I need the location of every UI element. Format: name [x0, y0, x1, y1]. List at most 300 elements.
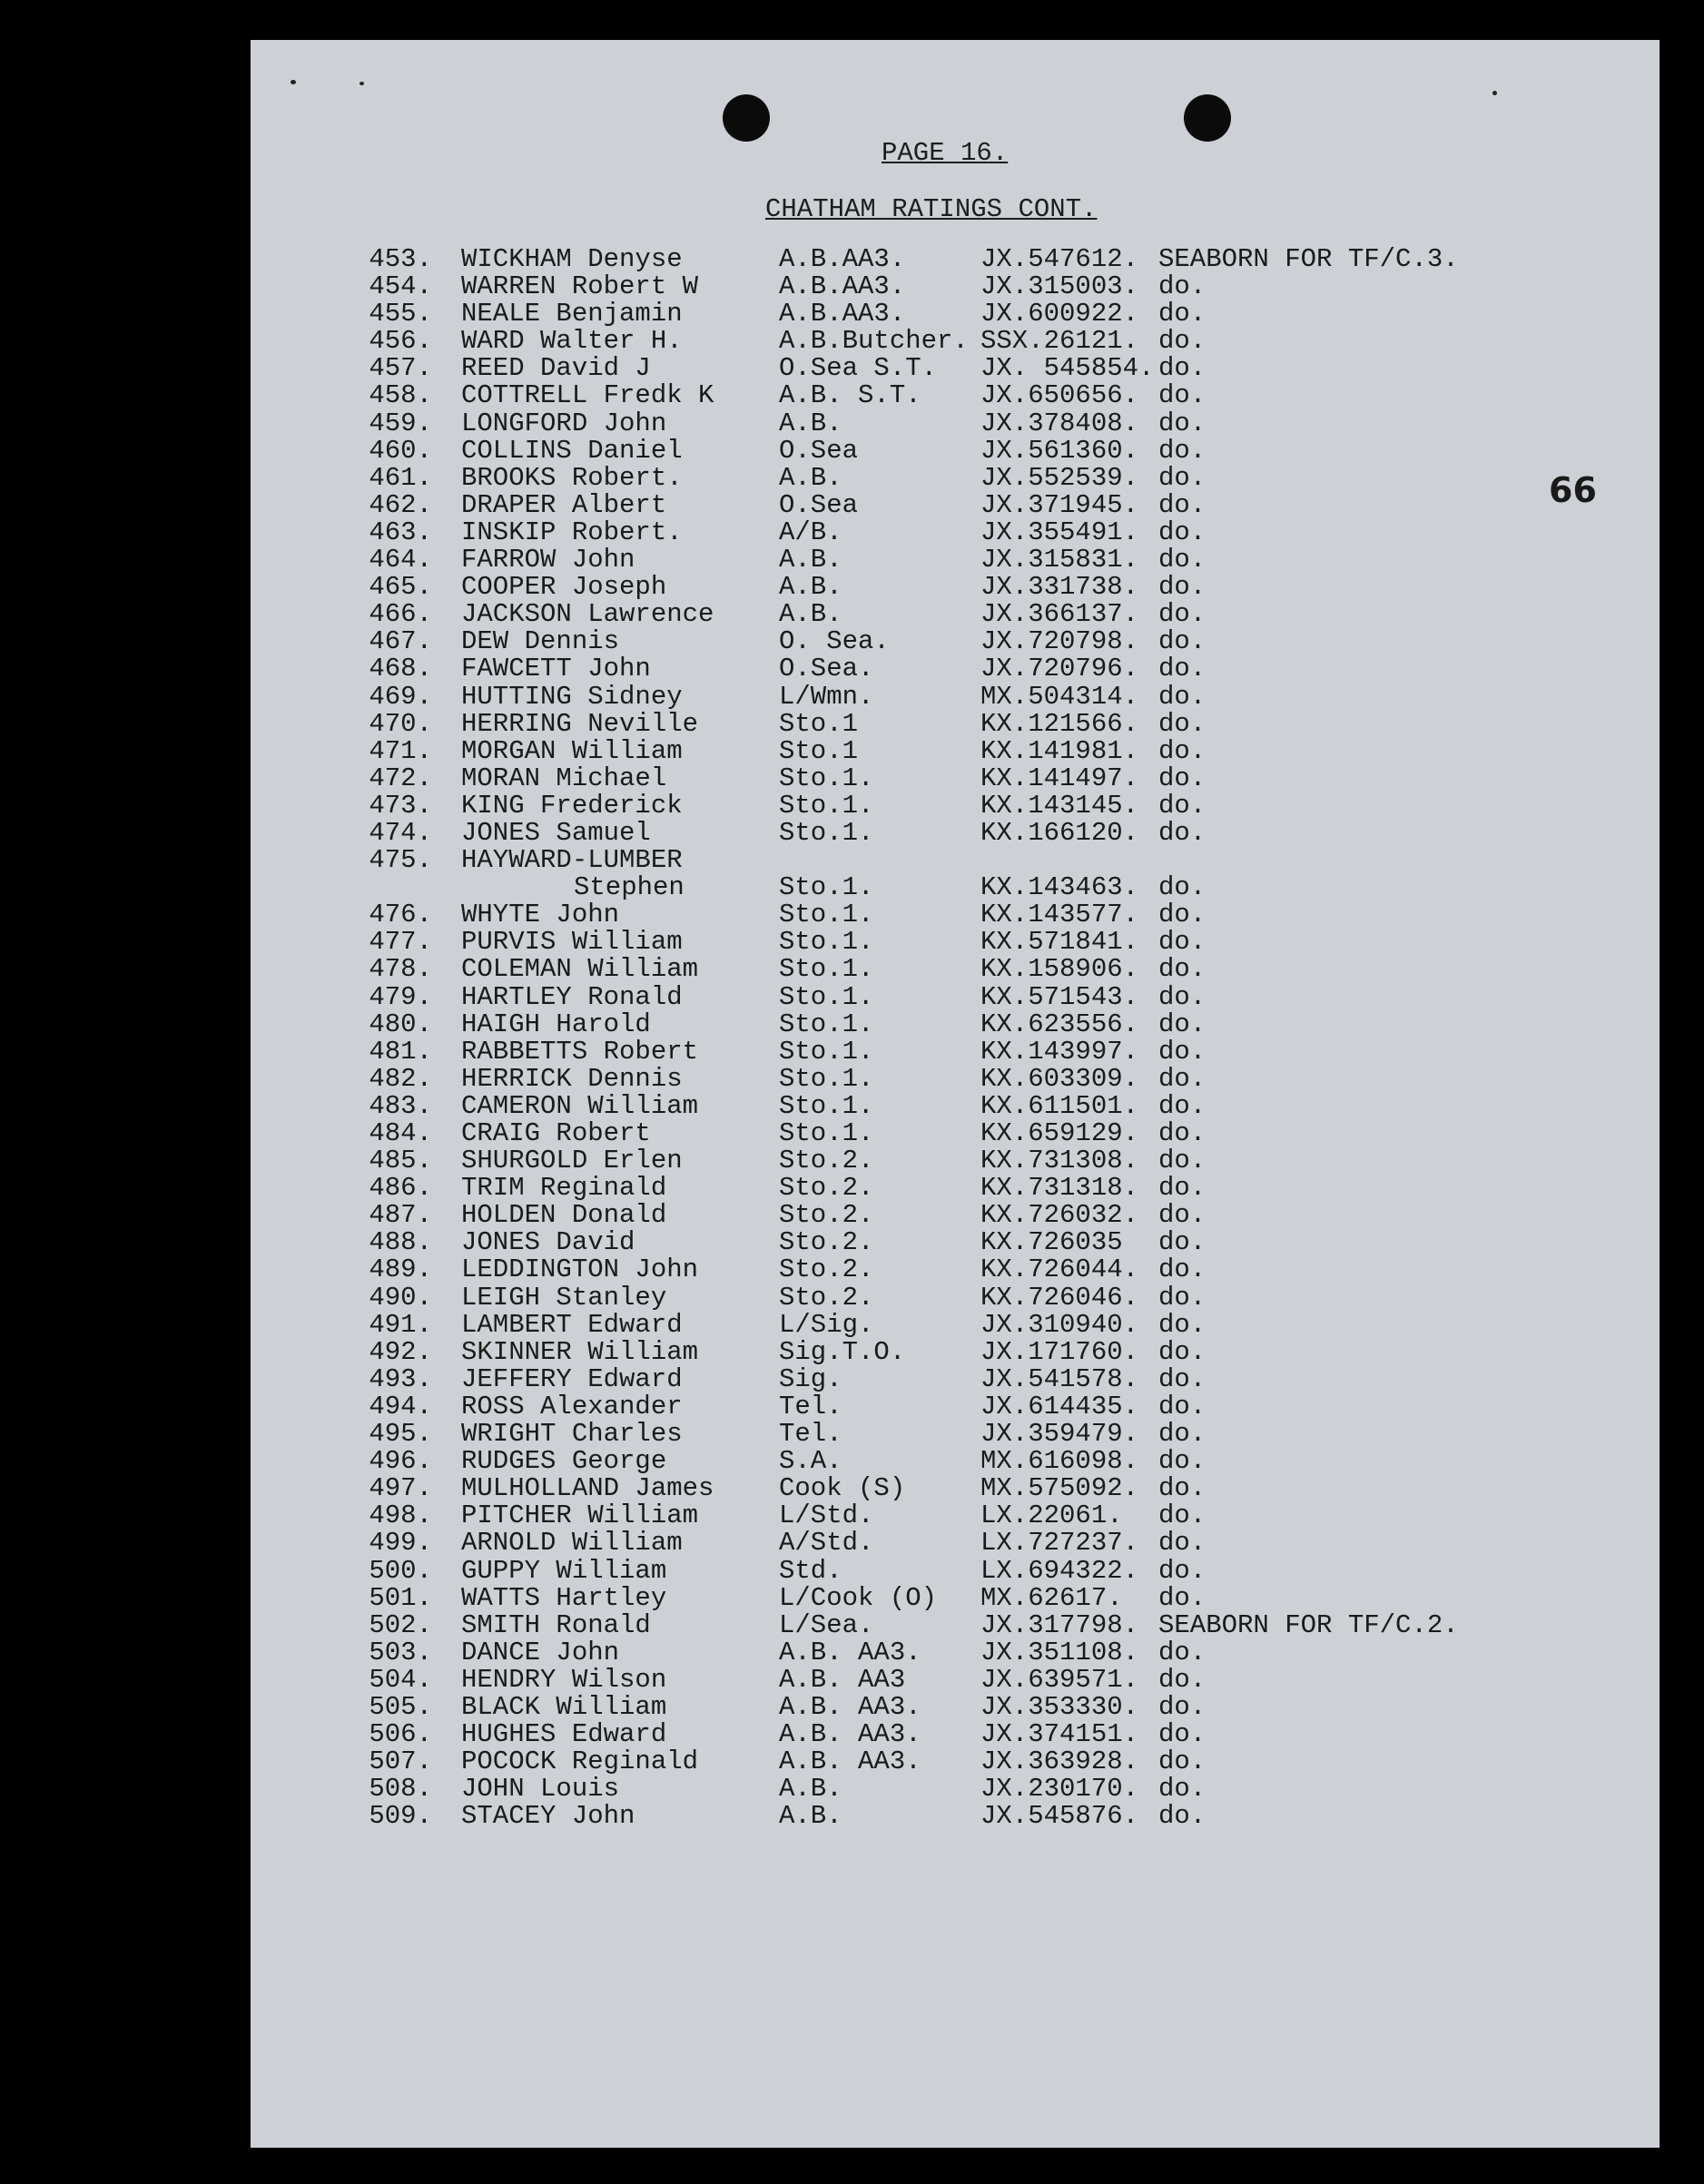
- rating-name: WATTS Hartley: [461, 1582, 667, 1613]
- remark: do.: [1158, 872, 1207, 903]
- official-number: JX.378408.: [980, 408, 1139, 438]
- official-number: MX.504314.: [980, 681, 1139, 712]
- rating-rank: Sto.1: [779, 708, 859, 739]
- entry-number: 487.: [369, 1200, 432, 1231]
- rating-name: FARROW John: [461, 545, 635, 576]
- official-number: JX.650656.: [980, 380, 1139, 411]
- rating-rank: Sto.2.: [779, 1254, 874, 1285]
- official-number: LX.22061.: [980, 1500, 1123, 1531]
- remark: do.: [1158, 1036, 1207, 1067]
- rating-rank: Sto.1.: [779, 790, 874, 821]
- list-item: [251, 735, 1660, 766]
- remark: do.: [1158, 1200, 1207, 1231]
- rating-rank: Sto.1.: [779, 1090, 874, 1121]
- remark: do.: [1158, 1500, 1207, 1531]
- list-item: [251, 929, 1660, 956]
- list-item: [251, 1582, 1660, 1613]
- rating-rank: A.B.AA3.: [779, 244, 906, 274]
- rating-rank: L/Cook (O): [779, 1582, 938, 1613]
- rating-name: POCOCK Reginald: [461, 1746, 699, 1777]
- rating-name: ARNOLD William: [461, 1528, 683, 1559]
- entry-number: 486.: [369, 1173, 432, 1204]
- rating-name: JOHN Louis: [461, 1774, 620, 1805]
- remark: do.: [1158, 708, 1207, 739]
- list-item: [251, 1256, 1660, 1284]
- rating-name: GUPPY William: [461, 1555, 667, 1586]
- official-number: KX.611501.: [980, 1090, 1139, 1121]
- rating-name: Stephen: [574, 872, 685, 903]
- official-number: KX.726046.: [980, 1282, 1139, 1313]
- official-number: MX.575092.: [980, 1473, 1139, 1504]
- rating-name: RUDGES George: [461, 1446, 667, 1477]
- entry-number: 466.: [369, 599, 432, 630]
- rating-name: TRIM Reginald: [461, 1173, 667, 1204]
- entry-number: 501.: [369, 1582, 432, 1613]
- remark: do.: [1158, 1637, 1207, 1668]
- official-number: KX.571543.: [980, 981, 1139, 1012]
- official-number: KX.731318.: [980, 1173, 1139, 1204]
- entry-number: 497.: [369, 1473, 432, 1504]
- rating-name: HUTTING Sidney: [461, 681, 683, 712]
- entry-number: 465.: [369, 572, 432, 603]
- remark: do.: [1158, 626, 1207, 657]
- list-item: [251, 1448, 1660, 1475]
- rating-name: COLEMAN William: [461, 954, 699, 985]
- rating-name: HERRING Neville: [461, 708, 699, 739]
- rating-name: COTTRELL Fredk K: [461, 380, 714, 411]
- official-number: JX.363928.: [980, 1746, 1139, 1777]
- entry-number: 472.: [369, 762, 432, 793]
- remark: do.: [1158, 1719, 1207, 1750]
- official-number: LX.694322.: [980, 1555, 1139, 1586]
- entry-number: 485.: [369, 1146, 432, 1176]
- entry-number: 484.: [369, 1118, 432, 1148]
- list-item: [251, 1421, 1660, 1448]
- rating-rank: O.Sea: [779, 489, 859, 520]
- official-number: KX.143145.: [980, 790, 1139, 821]
- list-item: [251, 628, 1660, 655]
- official-number: JX.310940.: [980, 1309, 1139, 1340]
- official-number: MX.62617.: [980, 1582, 1123, 1613]
- rating-name: LEDDINGTON John: [461, 1254, 699, 1285]
- list-item: [251, 1639, 1660, 1667]
- list-item: [251, 1502, 1660, 1530]
- entry-number: 477.: [369, 927, 432, 958]
- official-number: KX.143463.: [980, 872, 1139, 903]
- list-item: [251, 1309, 1660, 1340]
- ink-speck: [1492, 91, 1497, 95]
- rating-name: CAMERON William: [461, 1090, 699, 1121]
- remark: do.: [1158, 489, 1207, 520]
- rating-name: HUGHES Edward: [461, 1719, 667, 1750]
- remark: SEABORN FOR TF/C.3.: [1158, 244, 1459, 274]
- entry-number: 506.: [369, 1719, 432, 1750]
- list-item: [251, 817, 1660, 848]
- entry-number: 494.: [369, 1391, 432, 1422]
- entry-number: 474.: [369, 817, 432, 848]
- official-number: JX.720796.: [980, 654, 1139, 684]
- remark: do.: [1158, 1774, 1207, 1805]
- official-number: JX.351108.: [980, 1637, 1139, 1668]
- official-number: JX.547612.: [980, 244, 1139, 274]
- rating-rank: Sto.2.: [779, 1200, 874, 1231]
- list-item: [251, 1803, 1660, 1830]
- official-number: KX.141981.: [980, 735, 1139, 766]
- rating-rank: O.Sea: [779, 435, 859, 466]
- remark: do.: [1158, 817, 1207, 848]
- official-number: KX.143577.: [980, 900, 1139, 930]
- list-item: [251, 1748, 1660, 1776]
- entry-number: 482.: [369, 1063, 432, 1094]
- rating-rank: A/B.: [779, 516, 842, 547]
- list-item: [251, 246, 1660, 273]
- remark: do.: [1158, 1309, 1207, 1340]
- rating-rank: L/Sig.: [779, 1309, 874, 1340]
- official-number: SSX.26121.: [980, 326, 1139, 357]
- entry-number: 481.: [369, 1036, 432, 1067]
- list-item: [251, 1090, 1660, 1121]
- entry-number: 502.: [369, 1609, 432, 1640]
- entry-number: 493.: [369, 1363, 432, 1394]
- rating-name: SMITH Ronald: [461, 1609, 651, 1640]
- ink-speck: [360, 82, 364, 85]
- remark: do.: [1158, 408, 1207, 438]
- punch-hole-left: [723, 94, 770, 142]
- remark: do.: [1158, 1446, 1207, 1477]
- rating-name: KING Frederick: [461, 790, 683, 821]
- rating-name: FAWCETT John: [461, 654, 651, 684]
- list-item: [251, 1475, 1660, 1502]
- entry-number: 479.: [369, 981, 432, 1012]
- remark: do.: [1158, 954, 1207, 985]
- remark: do.: [1158, 545, 1207, 576]
- rating-name: MORGAN William: [461, 735, 683, 766]
- remark: do.: [1158, 1691, 1207, 1722]
- rating-rank: A.B.Butcher.: [779, 326, 969, 357]
- rating-name: PITCHER William: [461, 1500, 699, 1531]
- rating-rank: Sto.1.: [779, 927, 874, 958]
- entry-number: 500.: [369, 1555, 432, 1586]
- entry-number: 491.: [369, 1309, 432, 1340]
- entry-number: 504.: [369, 1664, 432, 1695]
- rating-name: BROOKS Robert.: [461, 462, 683, 493]
- list-item: [251, 1202, 1660, 1229]
- typed-document-page: [251, 40, 1660, 2148]
- official-number: JX.541578.: [980, 1363, 1139, 1394]
- list-item: [251, 601, 1660, 628]
- official-number: JX.317798.: [980, 1609, 1139, 1640]
- remark: do.: [1158, 681, 1207, 712]
- rating-name: SKINNER William: [461, 1336, 699, 1367]
- rating-name: NEALE Benjamin: [461, 299, 683, 330]
- official-number: JX. 545854.: [980, 353, 1155, 384]
- official-number: JX.366137.: [980, 599, 1139, 630]
- list-item: [251, 956, 1660, 983]
- entry-number: 490.: [369, 1282, 432, 1313]
- official-number: JX.230170.: [980, 1774, 1139, 1805]
- list-item: [251, 1284, 1660, 1312]
- list-item: [251, 410, 1660, 438]
- remark: do.: [1158, 1336, 1207, 1367]
- rating-rank: A.B.: [779, 545, 842, 576]
- rating-name: DEW Dennis: [461, 626, 620, 657]
- remark: do.: [1158, 1090, 1207, 1121]
- rating-rank: O.Sea.: [779, 654, 874, 684]
- rating-rank: Sto.1.: [779, 981, 874, 1012]
- list-item: [251, 516, 1660, 547]
- rating-name: SHURGOLD Erlen: [461, 1146, 683, 1176]
- remark: do.: [1158, 1801, 1207, 1832]
- rating-rank: L/Sea.: [779, 1609, 874, 1640]
- remark: do.: [1158, 1419, 1207, 1450]
- list-item: [251, 328, 1660, 355]
- rating-rank: Sig.: [779, 1363, 842, 1394]
- entry-number: 509.: [369, 1801, 432, 1832]
- rating-rank: A.B.: [779, 599, 842, 630]
- list-item: [251, 1147, 1660, 1175]
- rating-rank: A.B. AA3.: [779, 1691, 921, 1722]
- punch-hole-right: [1184, 94, 1231, 142]
- rating-rank: Cook (S): [779, 1473, 906, 1504]
- list-item: [251, 1363, 1660, 1394]
- list-item: [251, 1063, 1660, 1094]
- rating-name: JONES Samuel: [461, 817, 651, 848]
- rating-rank: Sto.1: [779, 735, 859, 766]
- rating-name: WICKHAM Denyse: [461, 244, 683, 274]
- remark: do.: [1158, 599, 1207, 630]
- rating-name: MULHOLLAND James: [461, 1473, 714, 1504]
- rating-name: RABBETTS Robert: [461, 1036, 699, 1067]
- entry-number: 471.: [369, 735, 432, 766]
- rating-rank: Sto.1.: [779, 900, 874, 930]
- list-item: [251, 1530, 1660, 1557]
- remark: do.: [1158, 1363, 1207, 1394]
- rating-name: HENDRY Wilson: [461, 1664, 667, 1695]
- list-item: [251, 382, 1660, 409]
- list-item: [251, 901, 1660, 929]
- rating-name: LONGFORD John: [461, 408, 667, 438]
- list-item: [251, 1609, 1660, 1640]
- rating-rank: Sto.1.: [779, 954, 874, 985]
- official-number: KX.726035: [980, 1227, 1123, 1258]
- list-item: [251, 1175, 1660, 1202]
- rating-name: WARD Walter H.: [461, 326, 683, 357]
- entry-number: 468.: [369, 654, 432, 684]
- list-item: [251, 1721, 1660, 1748]
- rating-rank: O.Sea S.T.: [779, 353, 938, 384]
- rating-rank: Std.: [779, 1555, 842, 1586]
- remark: do.: [1158, 1473, 1207, 1504]
- list-item: [251, 1229, 1660, 1256]
- entry-number: 498.: [369, 1500, 432, 1531]
- remark: do.: [1158, 435, 1207, 466]
- remark: do.: [1158, 1063, 1207, 1094]
- official-number: KX.731308.: [980, 1146, 1139, 1176]
- rating-name: MORAN Michael: [461, 762, 667, 793]
- entry-number: 456.: [369, 326, 432, 357]
- remark: do.: [1158, 654, 1207, 684]
- rating-rank: Sto.1.: [779, 872, 874, 903]
- entry-number: 483.: [369, 1090, 432, 1121]
- entry-number: 453.: [369, 244, 432, 274]
- rating-rank: Sto.2.: [779, 1146, 874, 1176]
- official-number: KX.571841.: [980, 927, 1139, 958]
- list-item: [251, 1120, 1660, 1147]
- entry-number: 454.: [369, 271, 432, 302]
- remark: do.: [1158, 1008, 1207, 1039]
- rating-rank: L/Std.: [779, 1500, 874, 1531]
- remark: do.: [1158, 326, 1207, 357]
- list-item: [251, 847, 1660, 874]
- list-item: [251, 1008, 1660, 1039]
- rating-name: JEFFERY Edward: [461, 1363, 683, 1394]
- rating-rank: Tel.: [779, 1391, 842, 1422]
- official-number: JX.552539.: [980, 462, 1139, 493]
- rating-name: STACEY John: [461, 1801, 635, 1832]
- official-number: JX.315003.: [980, 271, 1139, 302]
- rating-name: WRIGHT Charles: [461, 1419, 683, 1450]
- entry-number: 470.: [369, 708, 432, 739]
- official-number: KX.121566.: [980, 708, 1139, 739]
- official-number: MX.616098.: [980, 1446, 1139, 1477]
- official-number: KX.623556.: [980, 1008, 1139, 1039]
- list-item: [251, 762, 1660, 793]
- margin-folio-number: 66: [1549, 470, 1597, 510]
- official-number: JX.355491.: [980, 516, 1139, 547]
- official-number: JX.614435.: [980, 1391, 1139, 1422]
- official-number: JX.639571.: [980, 1664, 1139, 1695]
- remark: SEABORN FOR TF/C.2.: [1158, 1609, 1459, 1640]
- list-item: [251, 273, 1660, 300]
- official-number: JX.331738.: [980, 572, 1139, 603]
- list-item: [251, 1555, 1660, 1586]
- rating-rank: A.B.AA3.: [779, 271, 906, 302]
- official-number: KX.158906.: [980, 954, 1139, 985]
- entry-number: 455.: [369, 299, 432, 330]
- list-item: [251, 1691, 1660, 1722]
- entry-number: 478.: [369, 954, 432, 985]
- list-item: [251, 355, 1660, 382]
- rating-rank: Sto.2.: [779, 1173, 874, 1204]
- official-number: KX.726044.: [980, 1254, 1139, 1285]
- entry-number: 488.: [369, 1227, 432, 1258]
- rating-name: DANCE John: [461, 1637, 620, 1668]
- rating-rank: Sto.1.: [779, 1063, 874, 1094]
- remark: do.: [1158, 1254, 1207, 1285]
- rating-name: COLLINS Daniel: [461, 435, 683, 466]
- rating-rank: Sto.1.: [779, 1008, 874, 1039]
- entry-number: 469.: [369, 681, 432, 712]
- entry-number: 496.: [369, 1446, 432, 1477]
- remark: do.: [1158, 1146, 1207, 1176]
- remark: do.: [1158, 1528, 1207, 1559]
- rating-rank: A.B. AA3.: [779, 1746, 921, 1777]
- entry-number: 476.: [369, 900, 432, 930]
- rating-name: DRAPER Albert: [461, 489, 667, 520]
- rating-rank: Sto.1.: [779, 817, 874, 848]
- rating-name: HAYWARD-LUMBER: [461, 845, 683, 876]
- remark: do.: [1158, 1227, 1207, 1258]
- remark: do.: [1158, 1118, 1207, 1148]
- list-item: [251, 792, 1660, 820]
- remark: do.: [1158, 900, 1207, 930]
- list-item: [251, 655, 1660, 683]
- rating-rank: Sto.1.: [779, 1118, 874, 1148]
- rating-rank: Sto.1.: [779, 1036, 874, 1067]
- list-item: [251, 1664, 1660, 1695]
- list-item: [251, 681, 1660, 712]
- rating-rank: Sto.1.: [779, 762, 874, 793]
- entry-number: 473.: [369, 790, 432, 821]
- rating-rank: A.B.: [779, 408, 842, 438]
- entry-number: 460.: [369, 435, 432, 466]
- rating-rank: A.B. AA3.: [779, 1637, 921, 1668]
- rating-name: LAMBERT Edward: [461, 1309, 683, 1340]
- rating-rank: A.B.: [779, 572, 842, 603]
- official-number: KX.143997.: [980, 1036, 1139, 1067]
- remark: do.: [1158, 1746, 1207, 1777]
- official-number: KX.726032.: [980, 1200, 1139, 1231]
- rating-name: HERRICK Dennis: [461, 1063, 683, 1094]
- entry-number: 464.: [369, 545, 432, 576]
- remark: do.: [1158, 1282, 1207, 1313]
- rating-name: COOPER Joseph: [461, 572, 667, 603]
- official-number: JX.561360.: [980, 435, 1139, 466]
- rating-name: JONES David: [461, 1227, 635, 1258]
- remark: do.: [1158, 516, 1207, 547]
- rating-rank: L/Wmn.: [779, 681, 874, 712]
- official-number: KX.603309.: [980, 1063, 1139, 1094]
- list-item: [251, 874, 1660, 901]
- section-title: CHATHAM RATINGS CONT.: [765, 194, 1098, 224]
- list-item: [251, 1776, 1660, 1803]
- rating-rank: Tel.: [779, 1419, 842, 1450]
- entry-number: 458.: [369, 380, 432, 411]
- official-number: JX.359479.: [980, 1419, 1139, 1450]
- official-number: JX.171760.: [980, 1336, 1139, 1367]
- rating-name: HAIGH Harold: [461, 1008, 651, 1039]
- remark: do.: [1158, 353, 1207, 384]
- entry-number: 492.: [369, 1336, 432, 1367]
- list-item: [251, 574, 1660, 601]
- rating-name: BLACK William: [461, 1691, 667, 1722]
- entry-number: 499.: [369, 1528, 432, 1559]
- remark: do.: [1158, 572, 1207, 603]
- remark: do.: [1158, 1664, 1207, 1695]
- ratings-list: [251, 246, 1660, 1830]
- official-number: KX.659129.: [980, 1118, 1139, 1148]
- entry-number: 459.: [369, 408, 432, 438]
- entry-number: 461.: [369, 462, 432, 493]
- entry-number: 495.: [369, 1419, 432, 1450]
- rating-rank: A.B.AA3.: [779, 299, 906, 330]
- list-item: [251, 708, 1660, 739]
- rating-rank: A.B. AA3: [779, 1664, 906, 1695]
- ink-speck: [291, 80, 296, 84]
- rating-rank: Sig.T.O.: [779, 1336, 906, 1367]
- list-item: [251, 462, 1660, 493]
- entry-number: 463.: [369, 516, 432, 547]
- list-item: [251, 981, 1660, 1012]
- rating-name: HARTLEY Ronald: [461, 981, 683, 1012]
- official-number: JX.545876.: [980, 1801, 1139, 1832]
- list-item: [251, 1336, 1660, 1367]
- entry-number: 480.: [369, 1008, 432, 1039]
- remark: do.: [1158, 1582, 1207, 1613]
- remark: do.: [1158, 299, 1207, 330]
- remark: do.: [1158, 1391, 1207, 1422]
- entry-number: 457.: [369, 353, 432, 384]
